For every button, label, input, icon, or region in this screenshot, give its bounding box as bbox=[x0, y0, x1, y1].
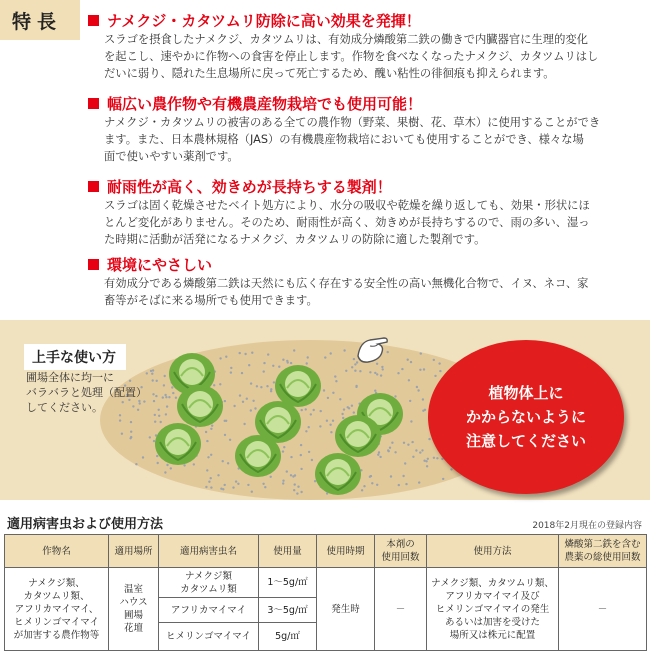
bait-pellet bbox=[420, 352, 422, 354]
bait-pellet bbox=[380, 374, 382, 376]
bait-pellet bbox=[293, 349, 295, 351]
bait-pellet bbox=[311, 459, 313, 461]
bait-pellet bbox=[206, 440, 208, 442]
bait-pellet bbox=[294, 474, 296, 476]
bait-pellet bbox=[158, 409, 160, 411]
bait-pellet bbox=[371, 482, 373, 484]
usage-description: 圃場全体に均一に バラバラと処理（配置） してください。 bbox=[26, 371, 147, 414]
bait-pellet bbox=[427, 458, 429, 460]
bait-pellet bbox=[267, 353, 269, 355]
header-pest: 適用病害虫名 bbox=[159, 535, 259, 568]
bait-pellet bbox=[129, 437, 131, 439]
feature-1 bbox=[82, 10, 642, 82]
features-tag-label: 特長 bbox=[12, 11, 63, 33]
bait-pellet bbox=[163, 384, 165, 386]
bait-pellet bbox=[210, 454, 212, 456]
bait-pellet bbox=[135, 463, 137, 465]
bait-pellet bbox=[150, 370, 152, 372]
bait-pellet bbox=[296, 492, 298, 494]
feature-body: スラゴを摂食したナメクジ、カタツムリは、有効成分燐酸第二鉄の働きで内臓器官に生理的変化 を起こし、速やかに作物への食害を停止します。作物を食べなくなったナメクジ、カタツムリはし だいに弱り、隠れた生息場所に戻って死亡するため、醜い粘性の徘徊痕も抑えられます。 bbox=[104, 33, 599, 80]
registration-date-note: 2018年2月現在の登録内容 bbox=[532, 521, 642, 531]
bait-pellet bbox=[208, 481, 210, 483]
bait-pellet bbox=[409, 400, 411, 402]
bait-pellet bbox=[305, 408, 307, 410]
bait-pellet bbox=[166, 405, 168, 407]
bait-pellet bbox=[404, 462, 406, 464]
bait-pellet bbox=[343, 408, 345, 410]
bait-pellet bbox=[142, 456, 144, 458]
red-square-bullet-icon bbox=[88, 98, 99, 109]
bait-pellet bbox=[335, 380, 337, 382]
cell-total-count: － bbox=[559, 568, 647, 651]
bait-pellet bbox=[263, 370, 265, 372]
bait-pellet bbox=[415, 449, 417, 451]
feature-3 bbox=[82, 176, 642, 248]
red-square-bullet-icon bbox=[88, 259, 99, 270]
feature-heading: 幅広い農作物や有機農産物栽培でも使用可能！ bbox=[107, 94, 423, 113]
bait-pellet bbox=[438, 362, 440, 364]
bait-pellet bbox=[401, 368, 403, 370]
bait-pellet bbox=[376, 373, 378, 375]
bait-pellet bbox=[359, 370, 361, 372]
bait-pellet bbox=[425, 460, 427, 462]
bait-pellet bbox=[239, 352, 241, 354]
bait-pellet bbox=[230, 371, 232, 373]
bait-pellet bbox=[442, 478, 444, 480]
bait-pellet bbox=[251, 491, 253, 493]
bait-pellet bbox=[290, 456, 292, 458]
bait-pellet bbox=[307, 356, 309, 358]
bait-pellet bbox=[164, 375, 166, 377]
cell-place: 温室 ハウス 圃場 花壇 bbox=[109, 568, 159, 651]
bait-pellet bbox=[387, 449, 389, 451]
bait-pellet bbox=[153, 400, 155, 402]
header-total-count: 燐酸第二鉄を含む 農薬の総使用回数 bbox=[559, 535, 647, 568]
bait-pellet bbox=[416, 386, 418, 388]
cell-amount: 3～5g/㎡ bbox=[259, 598, 317, 623]
bait-pellet bbox=[283, 446, 285, 448]
bait-pellet bbox=[332, 392, 334, 394]
cell-pest: ヒメリンゴマイマイ bbox=[159, 623, 259, 651]
bait-pellet bbox=[293, 489, 295, 491]
bait-pellet bbox=[290, 474, 292, 476]
bait-pellet bbox=[225, 356, 227, 358]
bait-pellet bbox=[423, 368, 425, 370]
feature-body: ナメクジ・カタツムリの被害のある全ての農作物（野菜、果樹、花、草木）に使用することができ ます。また、日本農林規格（JAS）の有機農産物栽培においても使用することができ、様々な場 面で使いやすい薬剤です。 bbox=[104, 116, 601, 163]
bait-pellet bbox=[222, 460, 224, 462]
bait-pellet bbox=[243, 423, 245, 425]
feature-2 bbox=[82, 93, 642, 165]
bait-pellet bbox=[248, 364, 250, 366]
bait-pellet bbox=[410, 420, 412, 422]
bait-pellet bbox=[374, 372, 376, 374]
bait-pellet bbox=[411, 441, 413, 443]
bait-pellet bbox=[263, 362, 265, 364]
bait-pellet bbox=[165, 413, 167, 415]
hand-icon bbox=[354, 332, 390, 366]
bait-pellet bbox=[323, 389, 325, 391]
header-timing: 使用時期 bbox=[317, 535, 375, 568]
bait-pellet bbox=[256, 385, 258, 387]
bait-pellet bbox=[250, 409, 252, 411]
bait-pellet bbox=[244, 353, 246, 355]
bait-pellet bbox=[398, 484, 400, 486]
feature-heading: 耐雨性が高く、効きめが長持ちする製剤！ bbox=[107, 177, 392, 196]
bait-pellet bbox=[354, 370, 356, 372]
table-header-row bbox=[5, 535, 647, 568]
cell-pest: ナメクジ類 カタツムリ類 bbox=[159, 568, 259, 598]
bait-pellet bbox=[327, 397, 329, 399]
bait-pellet bbox=[308, 451, 310, 453]
bait-pellet bbox=[394, 451, 396, 453]
bait-pellet bbox=[219, 357, 221, 359]
cell-amount: 5g/㎡ bbox=[259, 623, 317, 651]
bait-pellet bbox=[381, 366, 383, 368]
bait-pellet bbox=[205, 486, 207, 488]
bait-pellet bbox=[407, 444, 409, 446]
bait-pellet bbox=[152, 393, 154, 395]
bait-pellet bbox=[320, 410, 322, 412]
bait-pellet bbox=[433, 457, 435, 459]
bait-pellet bbox=[152, 379, 154, 381]
features-tag bbox=[0, 0, 80, 40]
bait-pellet bbox=[247, 484, 249, 486]
bait-pellet bbox=[376, 484, 378, 486]
bait-pellet bbox=[418, 481, 420, 483]
bait-pellet bbox=[235, 480, 237, 482]
bait-pellet bbox=[403, 442, 405, 444]
bait-pellet bbox=[282, 480, 284, 482]
bait-pellet bbox=[310, 413, 312, 415]
bait-pellet bbox=[207, 456, 209, 458]
feature-body: 有効成分である燐酸第二鉄は天然にも広く存在する安全性の高い無機化合物で、イヌ、ネコ、家 畜等がそばに来る場所でも使用できます。 bbox=[104, 277, 589, 307]
bait-pellet bbox=[239, 394, 241, 396]
feature-heading: ナメクジ・カタツムリ防除に高い効果を発揮！ bbox=[107, 11, 421, 30]
bait-pellet bbox=[412, 456, 414, 458]
bait-pellet bbox=[282, 482, 284, 484]
bait-pellet bbox=[266, 385, 268, 387]
bait-pellet bbox=[151, 373, 153, 375]
bait-pellet bbox=[422, 410, 424, 412]
cell-count: － bbox=[375, 568, 427, 651]
bait-pellet bbox=[436, 457, 438, 459]
cabbage-icon bbox=[234, 432, 282, 478]
bait-pellet bbox=[297, 486, 299, 488]
bait-pellet bbox=[408, 379, 410, 381]
bait-pellet bbox=[164, 394, 166, 396]
bait-pellet bbox=[168, 396, 170, 398]
bait-pellet bbox=[402, 475, 404, 477]
bait-pellet bbox=[345, 370, 347, 372]
bait-pellet bbox=[155, 395, 157, 397]
bait-pellet bbox=[230, 367, 232, 369]
bait-pellet bbox=[421, 449, 423, 451]
bait-pellet bbox=[205, 431, 207, 433]
bait-pellet bbox=[319, 425, 321, 427]
bait-pellet bbox=[305, 430, 307, 432]
bait-pellet bbox=[233, 405, 235, 407]
bait-pellet bbox=[260, 386, 262, 388]
bait-pellet bbox=[390, 475, 392, 477]
bait-pellet bbox=[294, 483, 296, 485]
bait-pellet bbox=[130, 421, 132, 423]
bait-pellet bbox=[121, 433, 123, 435]
bait-pellet bbox=[439, 370, 441, 372]
bait-pellet bbox=[210, 477, 212, 479]
bait-pellet bbox=[428, 438, 430, 440]
bait-pellet bbox=[282, 450, 284, 452]
feature-4 bbox=[82, 254, 642, 309]
bait-pellet bbox=[422, 398, 424, 400]
table-row bbox=[5, 568, 647, 598]
bait-pellet bbox=[229, 439, 231, 441]
caution-badge: 植物体上に かからないように 注意してください bbox=[428, 340, 624, 494]
header-method: 使用方法 bbox=[427, 535, 559, 568]
feature-body: スラゴは固く乾燥させたベイト処方により、水分の吸収や乾燥を繰り返しても、効果・形状にほ とんど変化がありません。そのため、耐雨性が高く、効きめが長持ちするので、雨の多い、湿っ た時期に活動が活発になるナメクジ、カタツムリの防除に適した製剤です。 bbox=[104, 199, 590, 246]
bait-pellet bbox=[149, 436, 151, 438]
bait-pellet bbox=[224, 484, 226, 486]
bait-pellet bbox=[262, 483, 264, 485]
bait-pellet bbox=[210, 486, 212, 488]
cell-crop: ナメクジ類、 カタツムリ類、 アフリカマイマイ、 ヒメリンゴマイマイ が加害する農作物等 bbox=[5, 568, 109, 651]
bait-pellet bbox=[300, 454, 302, 456]
bait-pellet bbox=[419, 369, 421, 371]
header-crop: 作物名 bbox=[5, 535, 109, 568]
bait-pellet bbox=[152, 369, 154, 371]
bait-pellet bbox=[324, 356, 326, 358]
bait-pellet bbox=[286, 470, 288, 472]
bait-pellet bbox=[391, 442, 393, 444]
bait-pellet bbox=[417, 389, 419, 391]
bait-pellet bbox=[154, 414, 156, 416]
bait-pellet bbox=[329, 424, 331, 426]
bait-pellet bbox=[369, 371, 371, 373]
bait-pellet bbox=[282, 359, 284, 361]
cell-pest: アフリカマイマイ bbox=[159, 598, 259, 623]
bait-pellet bbox=[158, 415, 160, 417]
cell-method: ナメクジ類、カタツムリ類、 アフリカマイマイ及び ヒメリンゴマイマイの発生 あるいは加害を受けた 場所又は株元に配置 bbox=[427, 568, 559, 651]
bait-pellet bbox=[300, 444, 302, 446]
bait-pellet bbox=[351, 405, 353, 407]
registration-table bbox=[4, 534, 647, 651]
usage-title: 上手な使い方 bbox=[24, 344, 126, 370]
table-title: 適用病害虫および使用方法 bbox=[7, 517, 164, 532]
bait-pellet bbox=[270, 388, 272, 390]
cabbage-icon bbox=[314, 450, 362, 496]
bait-pellet bbox=[351, 366, 353, 368]
bait-pellet bbox=[433, 359, 435, 361]
bait-pellet bbox=[397, 372, 399, 374]
bait-pellet bbox=[246, 398, 248, 400]
bait-pellet bbox=[389, 447, 391, 449]
bait-pellet bbox=[382, 368, 384, 370]
bait-pellet bbox=[343, 349, 345, 351]
red-square-bullet-icon bbox=[88, 15, 99, 26]
bait-pellet bbox=[250, 382, 252, 384]
cell-timing: 発生時 bbox=[317, 568, 375, 651]
bait-pellet bbox=[217, 474, 219, 476]
feature-heading: 環境にやさしい bbox=[107, 255, 213, 274]
bait-pellet bbox=[264, 486, 266, 488]
bait-pellet bbox=[300, 491, 302, 493]
bait-pellet bbox=[162, 396, 164, 398]
bait-pellet bbox=[165, 396, 167, 398]
header-amount: 使用量 bbox=[259, 535, 317, 568]
bait-pellet bbox=[130, 431, 132, 433]
bait-pellet bbox=[313, 409, 315, 411]
bait-pellet bbox=[326, 420, 328, 422]
bait-pellet bbox=[224, 400, 226, 402]
bait-pellet bbox=[251, 352, 253, 354]
bait-pellet bbox=[232, 486, 234, 488]
bait-pellet bbox=[355, 386, 357, 388]
bait-pellet bbox=[241, 372, 243, 374]
cabbage-icon bbox=[154, 420, 202, 466]
bait-pellet bbox=[426, 465, 428, 467]
bait-pellet bbox=[330, 431, 332, 433]
bait-pellet bbox=[206, 469, 208, 471]
bait-pellet bbox=[237, 483, 239, 485]
header-count: 本剤の 使用回数 bbox=[375, 535, 427, 568]
bait-pellet bbox=[334, 375, 336, 377]
bait-pellet bbox=[164, 471, 166, 473]
bait-pellet bbox=[242, 401, 244, 403]
bait-pellet bbox=[434, 375, 436, 377]
bait-pellet bbox=[308, 426, 310, 428]
bait-pellet bbox=[419, 451, 421, 453]
bait-pellet bbox=[222, 488, 224, 490]
header-place: 適用場所 bbox=[109, 535, 159, 568]
cell-amount: 1～5g/㎡ bbox=[259, 568, 317, 598]
bait-pellet bbox=[224, 434, 226, 436]
bait-pellet bbox=[170, 467, 172, 469]
bait-pellet bbox=[410, 361, 412, 363]
red-square-bullet-icon bbox=[88, 181, 99, 192]
bait-pellet bbox=[363, 485, 365, 487]
bait-pellet bbox=[156, 380, 158, 382]
bait-pellet bbox=[330, 352, 332, 354]
bait-pellet bbox=[119, 419, 121, 421]
bait-pellet bbox=[300, 468, 302, 470]
bait-pellet bbox=[339, 398, 341, 400]
bait-pellet bbox=[347, 406, 349, 408]
bait-pellet bbox=[407, 359, 409, 361]
bait-pellet bbox=[227, 462, 229, 464]
bait-pellet bbox=[405, 483, 407, 485]
bait-pellet bbox=[369, 476, 371, 478]
